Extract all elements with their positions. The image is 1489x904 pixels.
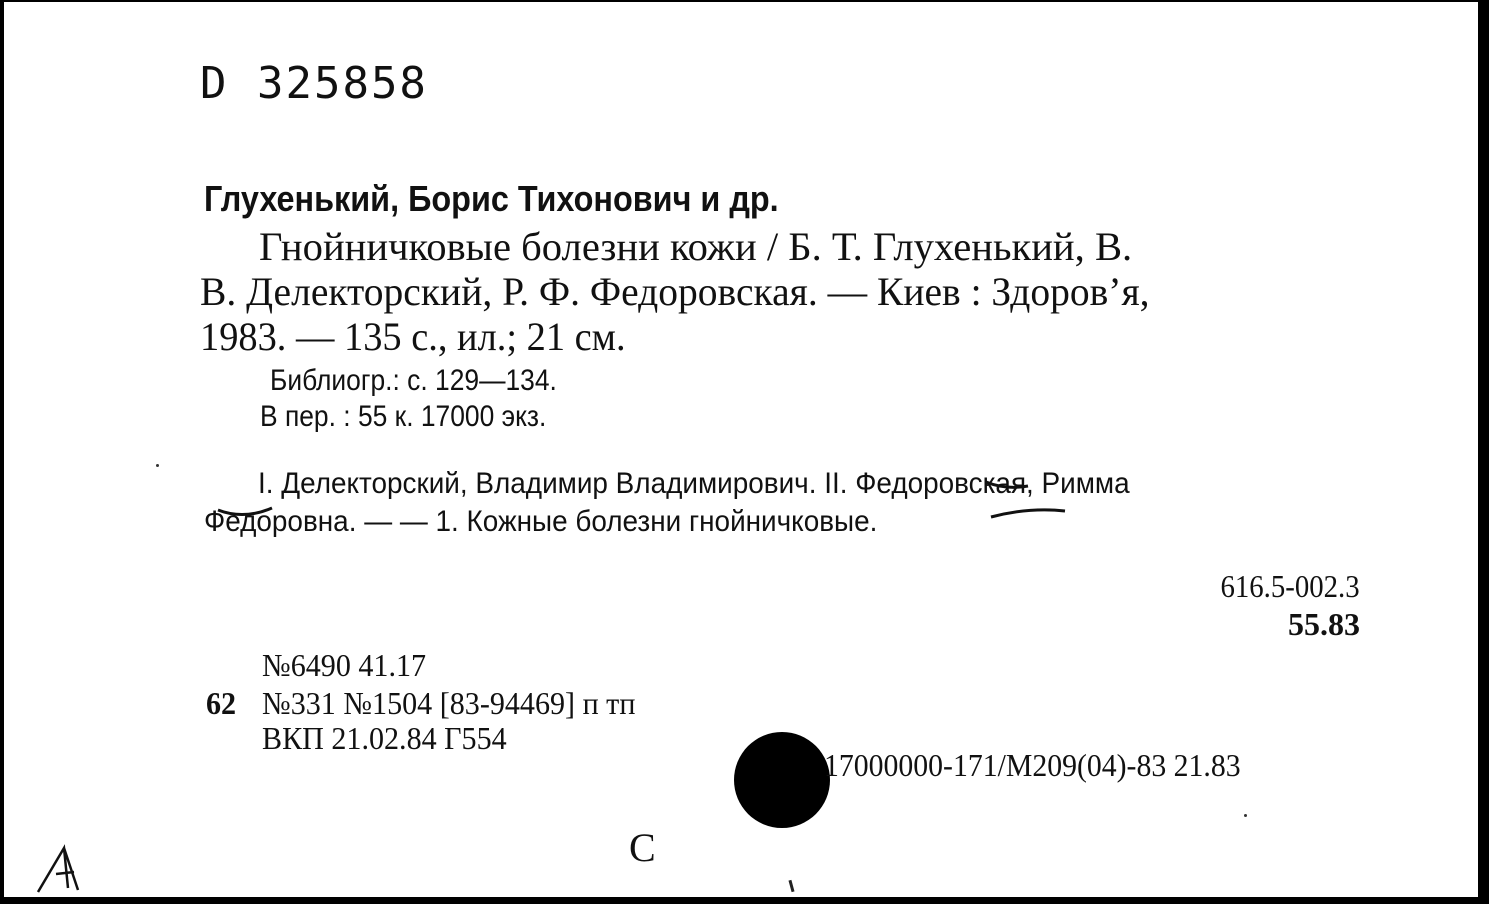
title-line-2: В. Делекторский, Р. Ф. Федоровская. — Киев : Здоров’я, xyxy=(200,269,1150,314)
title-line-3: 1983. — 135 с., ил.; 21 см. xyxy=(200,314,626,359)
author-heading: Глухенький, Борис Тихонович и др. xyxy=(204,178,779,219)
stray-mark xyxy=(788,880,794,892)
catalog-card xyxy=(4,2,1478,897)
letter-mark: С xyxy=(629,825,656,870)
speck xyxy=(1244,814,1247,817)
handwritten-underline-mark xyxy=(989,507,1069,521)
handwritten-underline-mark xyxy=(984,478,1032,492)
udc-code: 616.5-002.3 xyxy=(1220,568,1360,604)
handwritten-underline-mark xyxy=(216,506,276,520)
service-line-1: №6490 41.17 xyxy=(262,647,427,683)
added-entries-line-2: Федоровна. — — 1. Кожные болезни гнойничковые. xyxy=(204,505,878,538)
bbk-code: 55.83 xyxy=(1288,606,1360,642)
title-line-1: Гнойничковые болезни кожи / Б. Т. Глухенький, В. xyxy=(259,224,1133,269)
speck xyxy=(156,464,159,467)
service-line-2-number: 62 xyxy=(206,685,237,721)
added-entries-line-1: I. Делекторский, Владимир Владимирович. II. Федоровская, Римма xyxy=(258,467,1130,500)
stamp-number: D 325858 xyxy=(200,58,428,109)
bibliography-note: Библиогр.: с. 129—134. xyxy=(270,364,557,397)
service-line-3: ВКП 21.02.84 Г554 xyxy=(262,720,507,756)
service-line-2: №331 №1504 [83-94469] п тп xyxy=(262,685,636,721)
handwritten-mark-icon xyxy=(34,844,84,896)
punch-hole xyxy=(734,732,830,828)
price-run-note: В пер. : 55 к. 17000 экз. xyxy=(260,400,547,433)
isbn-code: 17000000-171/М209(04)-83 21.83 xyxy=(824,747,1241,783)
